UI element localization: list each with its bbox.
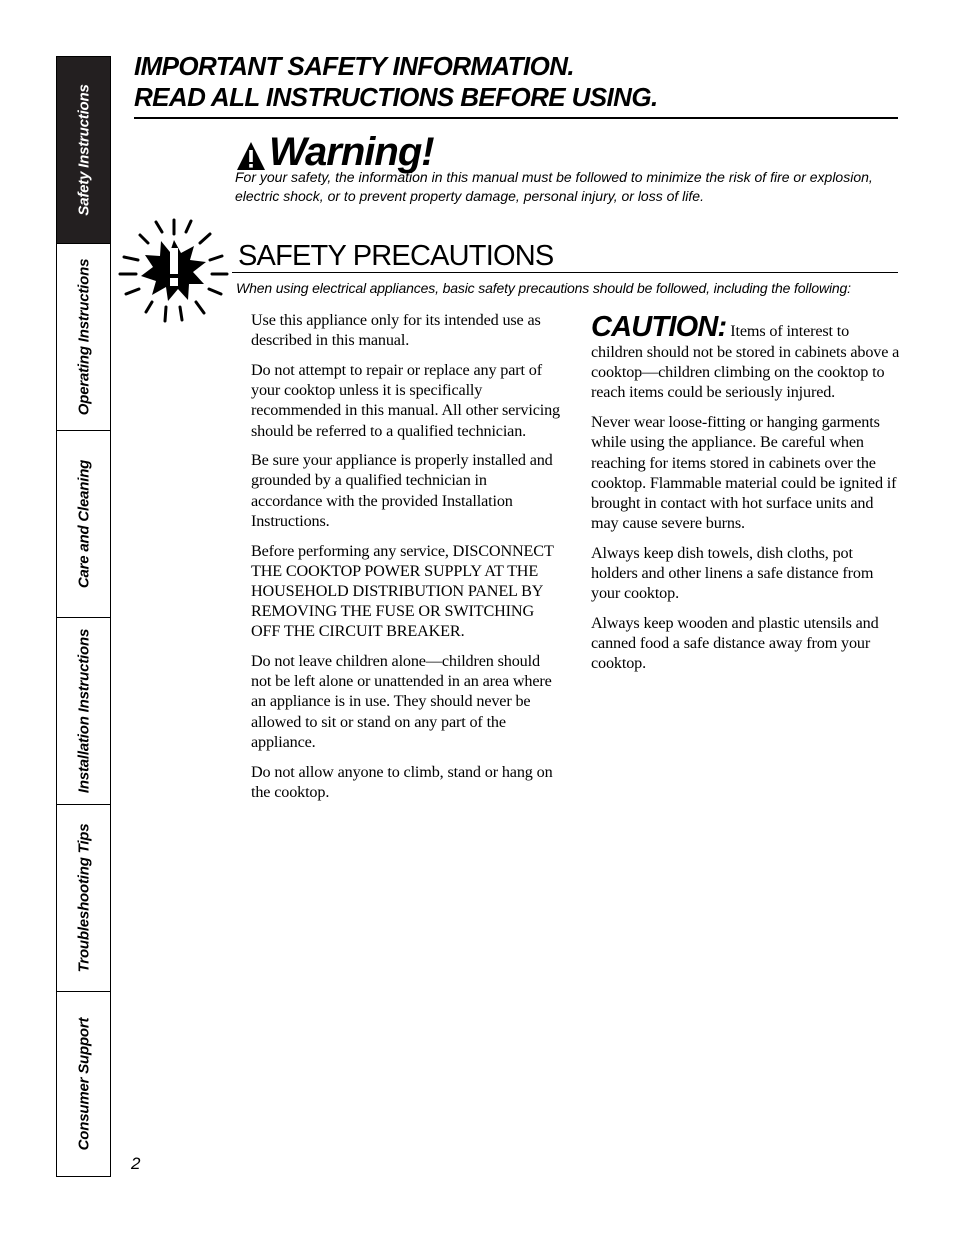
tab-operating-instructions[interactable] — [57, 244, 110, 431]
precaution-paragraph: Do not attempt to repair or replace any part of your cooktop unless it is specifically recommended in this manual. All other servicing should be referred to a qualified technician. — [251, 360, 560, 440]
precautions-divider — [232, 272, 898, 273]
header-divider — [134, 117, 898, 119]
precautions-intro: When using electrical appliances, basic safety precautions should be followed, including the following: — [236, 280, 851, 296]
caution-text: Items of interest to children should not be stored in cabinets above a cooktop—children climbing on the cooktop to reach items could be seriously injured. — [591, 322, 900, 402]
caution-paragraph — [591, 312, 901, 403]
header-line-2: READ ALL INSTRUCTIONS BEFORE USING. — [134, 82, 658, 112]
page-header — [134, 51, 658, 113]
tab-label: Safety Instructions — [75, 84, 92, 216]
tab-label: Operating Instructions — [75, 258, 92, 416]
tab-safety-instructions[interactable] — [57, 57, 110, 244]
page-number: 2 — [131, 1154, 141, 1173]
tab-installation-instructions[interactable] — [57, 618, 110, 805]
tab-care-and-cleaning[interactable] — [57, 431, 110, 618]
warning-title: Warning! — [269, 130, 434, 174]
tab-label: Installation Instructions — [75, 628, 92, 794]
caution-label: CAUTION: — [591, 311, 727, 343]
right-column — [591, 310, 901, 683]
precaution-paragraph: Always keep dish towels, dish cloths, pot holders and other linens a safe distance from your cooktop. — [591, 543, 874, 603]
header-line-1: IMPORTANT SAFETY INFORMATION. — [134, 51, 574, 81]
tab-label: Consumer Support — [75, 1017, 92, 1151]
precaution-paragraph: Before performing any service, DISCONNECT THE COOKTOP POWER SUPPLY AT THE HOUSEHOLD DISTRIBUTION PANEL BY REMOVING THE FUSE OR SWITCHING OFF THE CIRCUIT BREAKER. — [251, 541, 554, 641]
tab-label: Care and Cleaning — [75, 459, 92, 589]
tab-label: Troubleshooting Tips — [75, 823, 92, 973]
safety-precautions-title: SAFETY PRECAUTIONS — [238, 240, 554, 272]
precaution-paragraph: Do not leave children alone—children should not be left alone or unattended in an area where an appliance is in use. They should never be allowed to sit or stand on any part of the appliance. — [251, 652, 552, 751]
left-column — [251, 310, 561, 811]
exclamation-burst-icon — [116, 218, 232, 328]
tab-troubleshooting-tips[interactable] — [57, 805, 110, 992]
precaution-paragraph: Be sure your appliance is properly installed and grounded by a qualified technician in accordance with the provided Installation Instructions. — [251, 451, 553, 530]
precaution-paragraph: Use this appliance only for its intended use as described in this manual. — [251, 311, 541, 350]
tab-consumer-support[interactable] — [57, 992, 110, 1176]
side-tabs — [56, 56, 111, 1177]
warning-text: For your safety, the information in this manual must be followed to minimize the risk of fire or explosion, electric shock, or to prevent property damage, personal injury, or loss of life. — [235, 169, 873, 204]
precaution-paragraph: Do not allow anyone to climb, stand or hang on the cooktop. — [251, 762, 553, 801]
precaution-paragraph: Always keep wooden and plastic utensils and canned food a safe distance away from your cooktop. — [591, 613, 879, 673]
precaution-paragraph: Never wear loose-fitting or hanging garments while using the appliance. Be careful when reaching for items stored in cabinets over the cooktop. Flammable material could be ignited if brought in contact with hot surface units and may cause severe burns. — [591, 413, 897, 533]
